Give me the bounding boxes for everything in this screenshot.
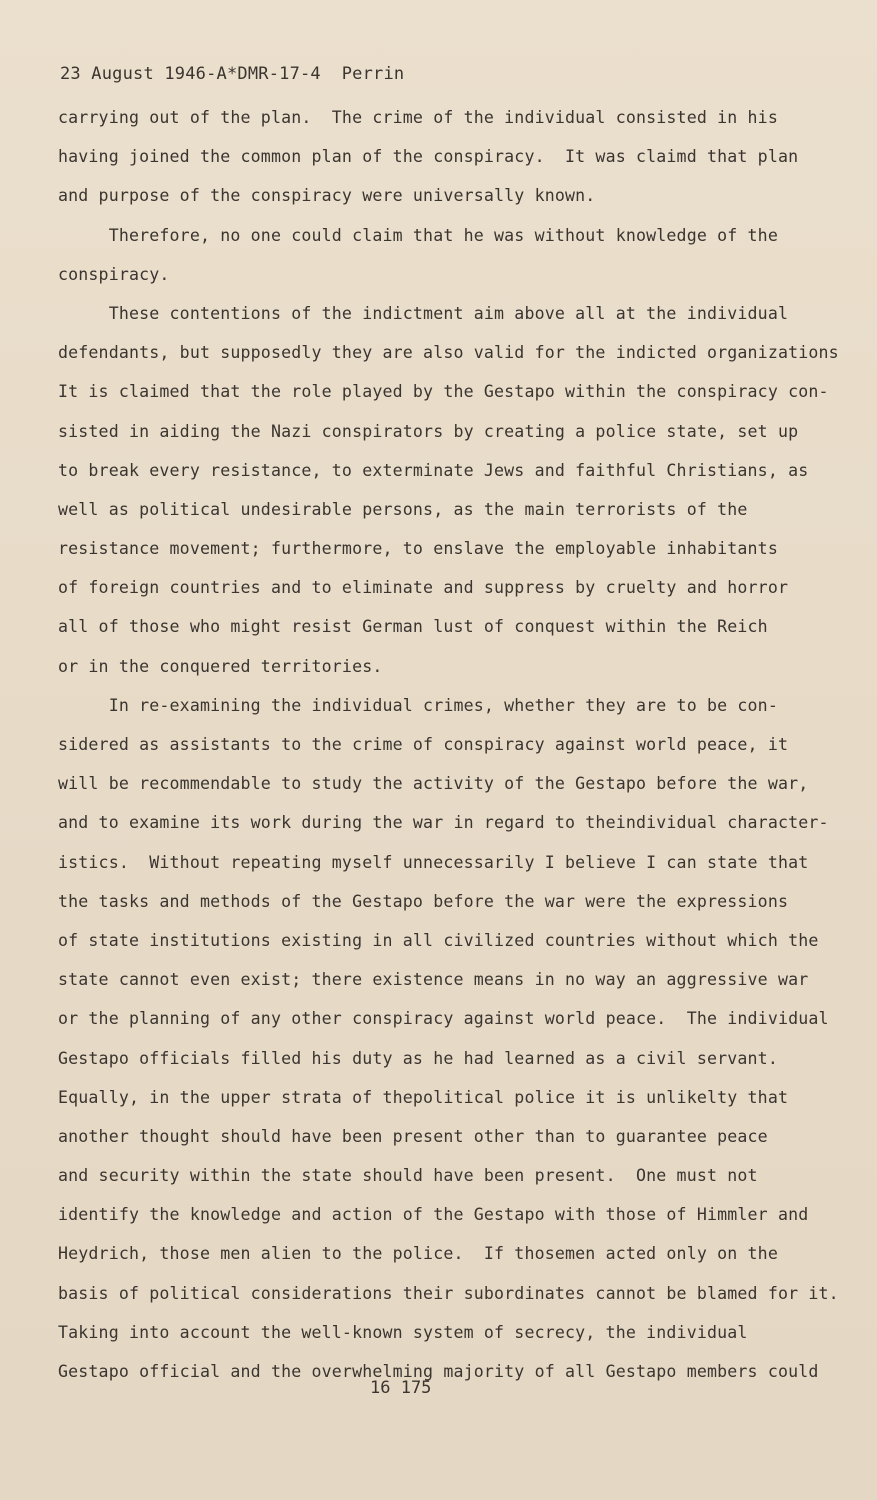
text-line: and purpose of the conspiracy were universally known. xyxy=(58,186,596,206)
text-line: These contentions of the indictment aim above all at the individual xyxy=(58,303,789,323)
text-line: Therefore, no one could claim that he was without knowledge of the xyxy=(58,225,778,245)
text-line: state cannot even exist; there existence means in no way an aggressive war xyxy=(58,970,809,990)
text-line: well as political undesirable persons, as the main terrorists of the xyxy=(58,499,748,519)
text-line: and security within the state should have been present. One must not xyxy=(58,1166,758,1186)
text-line: of state institutions existing in all civilized countries without which the xyxy=(58,930,819,950)
text-line: identify the knowledge and action of the Gestapo with those of Himmler and xyxy=(58,1205,809,1225)
text-line: Taking into account the well-known system of secrecy, the individual xyxy=(58,1322,748,1342)
text-line: In re-examining the individual crimes, whether they are to be con- xyxy=(58,695,778,715)
text-line: will be recommendable to study the activity of the Gestapo before the war, xyxy=(58,774,809,794)
text-line: another thought should have been present other than to guarantee peace xyxy=(58,1126,768,1146)
text-line: Heydrich, those men alien to the police. If thosemen acted only on the xyxy=(58,1244,778,1264)
text-line: all of those who might resist German lust of conquest within the Reich xyxy=(58,617,768,637)
text-line: or in the conquered territories. xyxy=(58,656,383,676)
text-line: Gestapo officials filled his duty as he had learned as a civil servant. xyxy=(58,1048,778,1068)
text-line: and to examine its work during the war in regard to theindividual character- xyxy=(58,813,829,833)
text-line: having joined the common plan of the conspiracy. It was claimd that plan xyxy=(58,147,799,167)
page-header: 23 August 1946-A*DMR-17-4 Perrin xyxy=(60,64,405,84)
text-line: of foreign countries and to eliminate and suppress by cruelty and horror xyxy=(58,578,789,598)
text-line: istics. Without repeating myself unnecessarily I believe I can state that xyxy=(58,852,809,872)
text-line: Equally, in the upper strata of thepolitical police it is unlikelty that xyxy=(58,1087,789,1107)
text-line: defendants, but supposedly they are also valid for the indicted organizations xyxy=(58,343,839,363)
text-line: sidered as assistants to the crime of conspiracy against world peace, it xyxy=(58,735,789,754)
text-line: to break every resistance, to exterminate Jews and faithful Christians, as xyxy=(58,460,809,480)
text-line: basis of political considerations their subordinates cannot be blamed for it. xyxy=(58,1283,839,1303)
page-number: 16 175 xyxy=(370,1378,432,1398)
text-line: the tasks and methods of the Gestapo before the war were the expressions xyxy=(58,891,789,911)
text-line: Gestapo official and the overwhelming majority of all Gestapo members could xyxy=(58,1362,819,1381)
text-line: resistance movement; furthermore, to enslave the employable inhabitants xyxy=(58,539,778,559)
text-line: conspiracy. xyxy=(58,264,170,284)
text-line: It is claimed that the role played by the Gestapo within the conspiracy con- xyxy=(58,382,829,402)
document-body xyxy=(58,104,839,1397)
text-line: or the planning of any other conspiracy against world peace. The individual xyxy=(58,1009,829,1029)
text-line: carrying out of the plan. The crime of the individual consisted in his xyxy=(58,108,778,127)
text-line: sisted in aiding the Nazi conspirators by creating a police state, set up xyxy=(58,421,799,441)
